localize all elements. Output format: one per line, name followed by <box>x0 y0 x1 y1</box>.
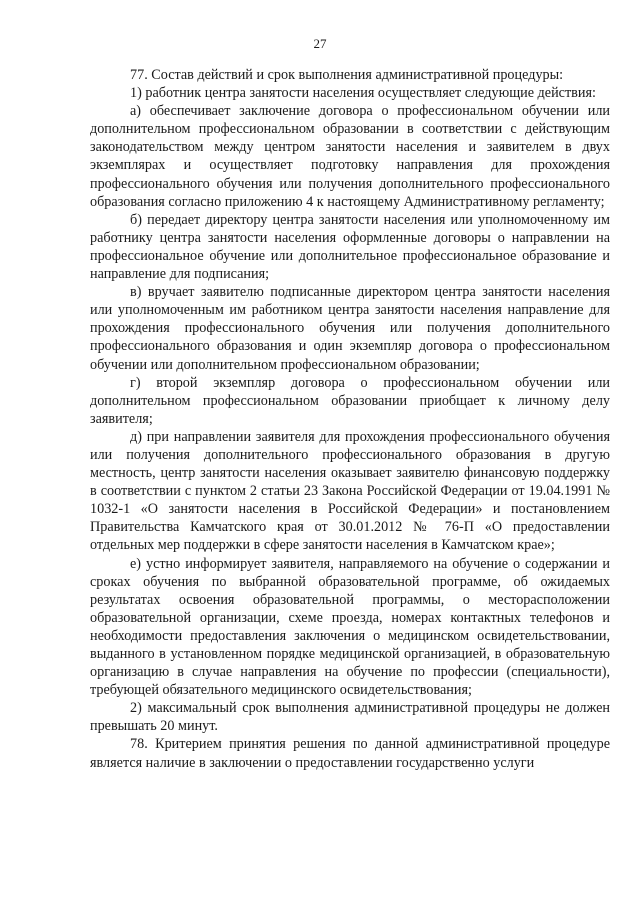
page-number: 27 <box>313 36 327 51</box>
paragraph-item-v: в) вручает заявителю подписанные директором центра занятости населения или уполномоченным им работником центра занятости населения направление для прохождения профессионального обучения или получения дополнительного профессионального образования и один экземпляр договора о профессиональном обучении или дополнительном профессиональном образовании; <box>90 284 610 373</box>
paragraph-item-b: б) передает директору центра занятости населения или уполномоченному им работнику центра занятости населения оформленные договоры о направлении на профессиональное обучение или дополнительное профессиональное образование и направление для подписания; <box>90 211 610 283</box>
paragraph-item-1: 1) работник центра занятости населения осуществляет следующие действия: <box>130 85 596 102</box>
paragraph-78: 78. Критерием принятия решения по данной административной процедуре является наличие в заключении о предоставлении государственно услуги <box>90 736 610 771</box>
paragraph-item-a: а) обеспечивает заключение договора о профессиональном обучении или дополнительном профессиональном образовании в соответствии с действующим законодательством между центром занятости населения и заявителем в двух экземплярах и осуществляет подготовку направления для прохождения профессионального обучения или получения дополнительного профессионального образования согласно приложению 4 к настоящему Административному регламенту; <box>90 103 610 210</box>
document-body <box>90 66 610 772</box>
paragraph-77-intro: 77. Состав действий и срок выполнения административной процедуры: <box>130 67 564 83</box>
paragraph-item-d: д) при направлении заявителя для прохождения профессионального обучения или получения дополнительного профессионального образования в другую местность, центр занятости населения оказывает заявителю финансовую поддержку в соответствии с пунктом 2 статьи 23 Закона Российской Федерации от 19.04.1991 № 1032-1 «О занятости населения в Российской Федерации» и постановлением Правительства Камчатского края от 30.01.2012 № 76-П «О предоставлении отдельных мер поддержки в сфере занятости населения в Камчатском крае»; <box>90 428 610 554</box>
paragraph-item-g: г) второй экземпляр договора о профессиональном обучении или дополнительном профессиональном образовании приобщает к личному делу заявителя; <box>90 374 610 427</box>
paragraph-item-e: е) устно информирует заявителя, направляемого на обучение о содержании и сроках обучения по выбранной образовательной программе, об ожидаемых результатах освоения образовательной программы, о месторасположении образовательной организации, схеме проезда, номерах контактных телефонов и необходимости предоставления заключения о медицинском освидетельствовании, выданного в установленном порядке медицинской организацией, в образовательную организацию в случае направления на обучение по профессии (специальности), требующей обязательного медицинского освидетельствования; <box>90 555 610 699</box>
paragraph-item-2: 2) максимальный срок выполнения административной процедуры не должен превышать 20 минут. <box>90 700 610 735</box>
